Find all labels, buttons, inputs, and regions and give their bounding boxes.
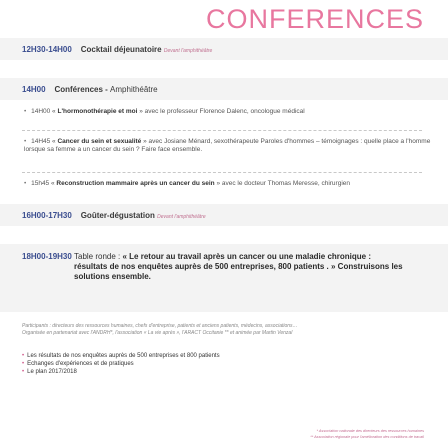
roundtable-intro: Table ronde : <box>74 252 123 261</box>
list-item <box>22 360 220 368</box>
item-title: Reconstruction mammaire après un cancer du sein <box>56 180 215 187</box>
item-prefix: 15h45 « <box>31 180 55 187</box>
item-rest: » avec le docteur Thomas Meresse, chirurgien <box>216 180 350 187</box>
roundtable-title: « Le retour au travail après un cancer ou une maladie chronique : résultats de nos enquêtes auprès de 500 entreprises, 800 patients . » Construisons les solutions ensemble. <box>74 252 403 281</box>
item-title: L'hormonothérapie et moi <box>57 108 138 115</box>
divider <box>22 172 422 173</box>
list-item <box>22 368 220 376</box>
page-title: CONFERENCES <box>205 4 424 34</box>
bullet-icon: • <box>24 180 27 187</box>
conference-item <box>24 138 434 154</box>
list-item-text: Les résultats de nos enquêtes auprès de 500 entreprises et 800 patients <box>27 353 220 359</box>
organised-text: Organisée en partenariat avec l'ANDRH*, l'association « La vie après », l'ARACT Occitanie ** et animée par Martin Venzal <box>22 330 293 336</box>
conferences-label: Conférences - <box>54 85 111 94</box>
roundtable-time-wrap <box>22 252 72 261</box>
participants-text: Participants : directeurs des ressources humaines, chefs d'entreprise, patients et anciens patients, médecins, associations… <box>22 323 298 329</box>
topics-list <box>22 352 220 376</box>
list-item-text: Echanges d'expériences et de pratiques <box>27 361 134 367</box>
roundtable-text <box>74 252 404 282</box>
participants-notes <box>22 323 432 337</box>
tasting-label: Goûter-dégustation <box>80 211 155 220</box>
list-item-text: Le plan 2017/2018 <box>27 369 77 375</box>
bullet-icon: • <box>22 353 25 359</box>
item-prefix: 14H45 « <box>31 138 56 145</box>
bullet-icon: • <box>22 369 25 375</box>
tasting-time: 16H00-17H30 <box>22 211 72 220</box>
roundtable-time: 18H00-19H30 <box>22 252 72 261</box>
footnote: ** Association régionale pour l'amélioration des conditions de travail <box>310 435 424 439</box>
conferences-place: Amphithéâtre <box>110 85 158 94</box>
lunch-line <box>22 45 212 54</box>
divider <box>22 130 422 131</box>
conference-item <box>24 180 434 188</box>
item-title: Cancer du sein et sexualité <box>57 138 142 145</box>
item-prefix: 14H00 « <box>31 108 56 115</box>
bullet-icon: • <box>24 108 27 115</box>
lunch-label: Cocktail déjeunatoire <box>80 45 162 54</box>
item-rest: » avec Josiane Ménard, sexothérapeute Paroles d'hommes – témoignages : quelle place a l'homme lorsque sa femme a un cancer du sein ? Faire face ensemble. <box>24 138 431 153</box>
conferences-line <box>22 85 158 94</box>
tasting-note: Devant l'amphithéâtre <box>157 214 206 220</box>
conference-item <box>24 108 434 116</box>
footnote: * Association nationale des directeurs des ressources humaines <box>316 429 424 433</box>
bullet-icon: • <box>24 138 27 145</box>
list-item <box>22 352 220 360</box>
conferences-time: 14H00 <box>22 85 46 94</box>
lunch-time: 12H30-14H00 <box>22 45 72 54</box>
lunch-note: Devant l'amphithéâtre <box>163 48 213 54</box>
item-rest: » avec le professeur Florence Dalenc, oncologue médical <box>139 108 305 115</box>
tasting-line <box>22 211 206 220</box>
bullet-icon: • <box>22 361 25 367</box>
